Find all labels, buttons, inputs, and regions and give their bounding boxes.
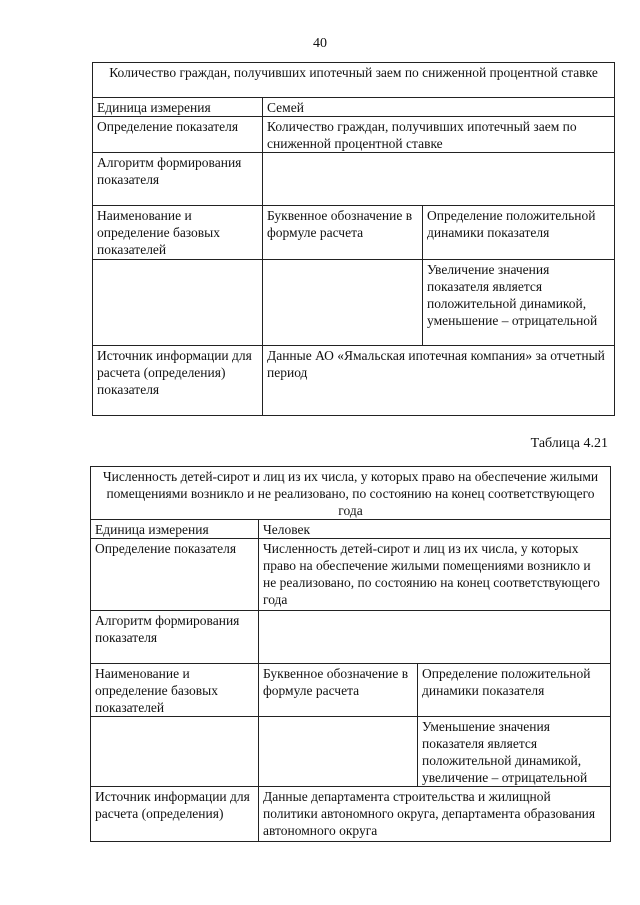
empty-cell <box>93 260 263 346</box>
table-caption: Таблица 4.21 <box>530 436 608 451</box>
definition-value: Количество граждан, получивших ипотечный заем по сниженной процентной ставке <box>263 117 615 153</box>
base-indicators-label: Наименование и определение базовых показателей <box>93 206 263 260</box>
empty-cell <box>259 717 418 787</box>
unit-label: Единица измерения <box>93 98 263 117</box>
algorithm-label: Алгоритм формирования показателя <box>91 611 259 664</box>
letter-designation-label: Буквенное обозначение в формуле расчета <box>259 664 418 717</box>
source-value: Данные департамента строительства и жилищной политики автономного округа, департамента образования автономного округа <box>259 787 611 842</box>
positive-dynamics-value: Уменьшение значения показателя является положительной динамикой, увеличение – отрицательной <box>418 717 611 787</box>
unit-value: Семей <box>263 98 615 117</box>
algorithm-label: Алгоритм формирования показателя <box>93 153 263 206</box>
definition-value: Численность детей-сирот и лиц из их числа, у которых право на обеспечение жилыми помещениями возникло и не реализовано, по состоянию на конец соответствующего года <box>259 539 611 611</box>
indicator-table-mortgage <box>92 62 615 416</box>
unit-label: Единица измерения <box>91 520 259 539</box>
indicator-table-orphans <box>90 466 611 842</box>
positive-dynamics-label: Определение положительной динамики показателя <box>423 206 615 260</box>
source-label: Источник информации для расчета (определения) показателя <box>93 346 263 416</box>
page-number: 40 <box>313 36 327 51</box>
table-title: Количество граждан, получивших ипотечный заем по сниженной процентной ставке <box>93 63 615 98</box>
positive-dynamics-value: Увеличение значения показателя является положительной динамикой, уменьшение – отрицательной <box>423 260 615 346</box>
empty-cell <box>263 260 423 346</box>
unit-value: Человек <box>259 520 611 539</box>
empty-cell <box>91 717 259 787</box>
letter-designation-label: Буквенное обозначение в формуле расчета <box>263 206 423 260</box>
algorithm-value <box>259 611 611 664</box>
definition-label: Определение показателя <box>91 539 259 611</box>
algorithm-value <box>263 153 615 206</box>
source-value: Данные АО «Ямальская ипотечная компания» за отчетный период <box>263 346 615 416</box>
positive-dynamics-label: Определение положительной динамики показателя <box>418 664 611 717</box>
table-title: Численность детей-сирот и лиц из их числа, у которых право на обеспечение жилыми помещениями возникло и не реализовано, по состоянию на конец соответствующего года <box>91 467 611 520</box>
definition-label: Определение показателя <box>93 117 263 153</box>
source-label: Источник информации для расчета (определения) <box>91 787 259 842</box>
base-indicators-label: Наименование и определение базовых показателей <box>91 664 259 717</box>
